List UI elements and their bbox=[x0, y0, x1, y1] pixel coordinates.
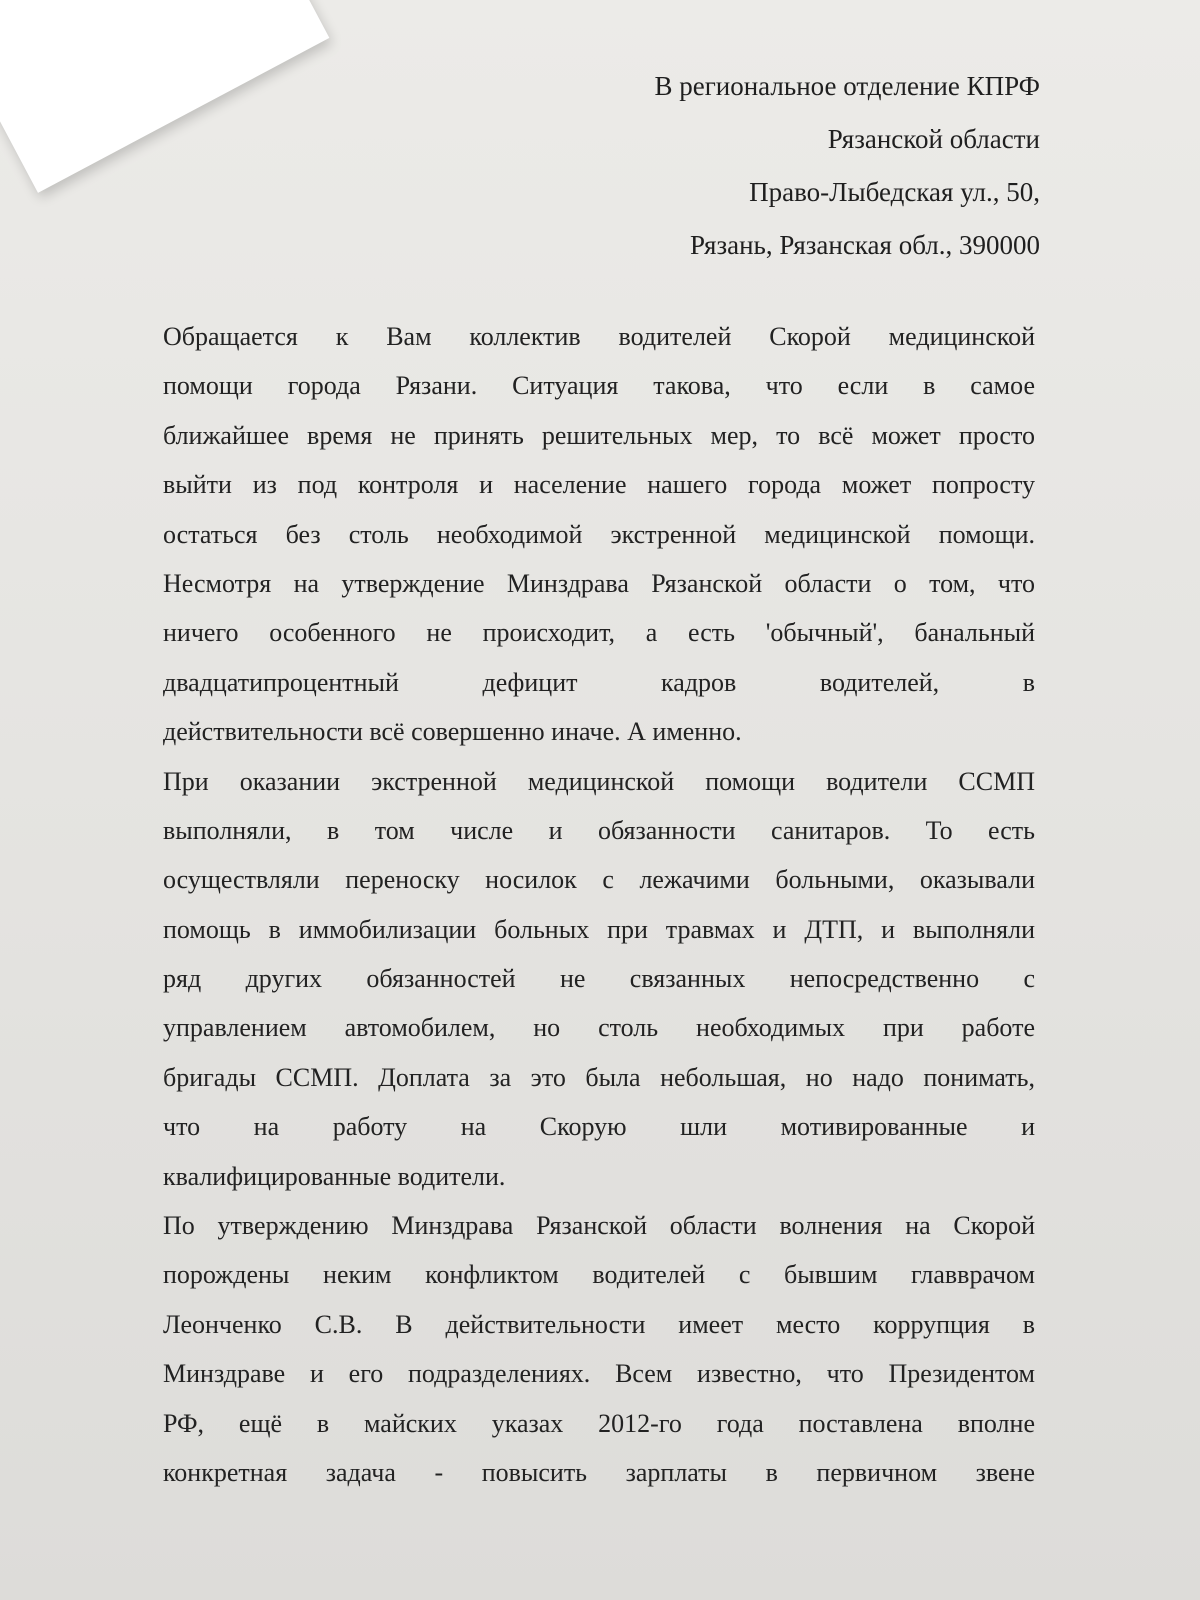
address-line: В региональное отделение КПРФ bbox=[654, 71, 1040, 101]
text-line: порождены неким конфликтом водителей с бывшим главврачом bbox=[163, 1260, 1035, 1290]
folded-corner bbox=[0, 0, 329, 193]
recipient-address bbox=[420, 60, 1040, 272]
text-line: Обращается к Вам коллектив водителей Скорой медицинской bbox=[163, 322, 1035, 351]
text-line: квалифицированные водители. bbox=[163, 1161, 506, 1191]
text-line: действительности всё совершенно иначе. А именно. bbox=[163, 717, 742, 747]
text-line: При оказании экстренной медицинской помощи водители ССМП bbox=[163, 766, 1035, 796]
text-line: осуществляли переноску носилок с лежачими больными, оказывали bbox=[163, 865, 1035, 895]
text-line: Несмотря на утверждение Минздрава Рязанской области о том, что bbox=[163, 568, 1035, 598]
text-line: ничего особенного не происходит, а есть 'обычный', банальный bbox=[163, 618, 1035, 648]
text-line: По утверждению Минздрава Рязанской области волнения на Скорой bbox=[163, 1211, 1035, 1241]
text-line: Леонченко С.В. В действительности имеет место коррупция в bbox=[163, 1309, 1035, 1339]
text-line: выполняли, в том числе и обязанности санитаров. То есть bbox=[163, 815, 1035, 845]
address-line: Рязань, Рязанская обл., 390000 bbox=[690, 230, 1040, 260]
text-line: остаться без столь необходимой экстренной медицинской помощи. bbox=[163, 519, 1035, 549]
text-line: выйти из под контроля и население нашего города может попросту bbox=[163, 470, 1035, 500]
text-line: конкретная задача - повысить зарплаты в первичном звене bbox=[163, 1457, 1035, 1487]
text-line: управлением автомобилем, но столь необходимых при работе bbox=[163, 1013, 1035, 1043]
text-line: помощи города Рязани. Ситуация такова, что если в самое bbox=[163, 371, 1035, 401]
text-line: помощь в иммобилизации больных при травмах и ДТП, и выполняли bbox=[163, 914, 1035, 944]
text-line: РФ, ещё в майских указах 2012-го года поставлена вполне bbox=[163, 1408, 1035, 1438]
paragraph bbox=[163, 757, 1035, 1202]
text-line: бригады ССМП. Доплата за это была небольшая, но надо понимать, bbox=[163, 1062, 1035, 1092]
paragraph bbox=[163, 312, 1035, 757]
address-line: Право-Лыбедская ул., 50, bbox=[749, 177, 1040, 207]
text-line: ближайшее время не принять решительных мер, то всё может просто bbox=[163, 420, 1035, 450]
text-line: двадцатипроцентный дефицит кадров водителей, в bbox=[163, 667, 1035, 697]
paragraph bbox=[163, 1201, 1035, 1497]
letter-body bbox=[163, 312, 1035, 1497]
text-line: ряд других обязанностей не связанных непосредственно с bbox=[163, 964, 1035, 994]
address-line: Рязанской области bbox=[827, 124, 1040, 154]
text-line: что на работу на Скорую шли мотивированные и bbox=[163, 1112, 1035, 1142]
text-line: Минздраве и его подразделениях. Всем известно, что Президентом bbox=[163, 1359, 1035, 1389]
